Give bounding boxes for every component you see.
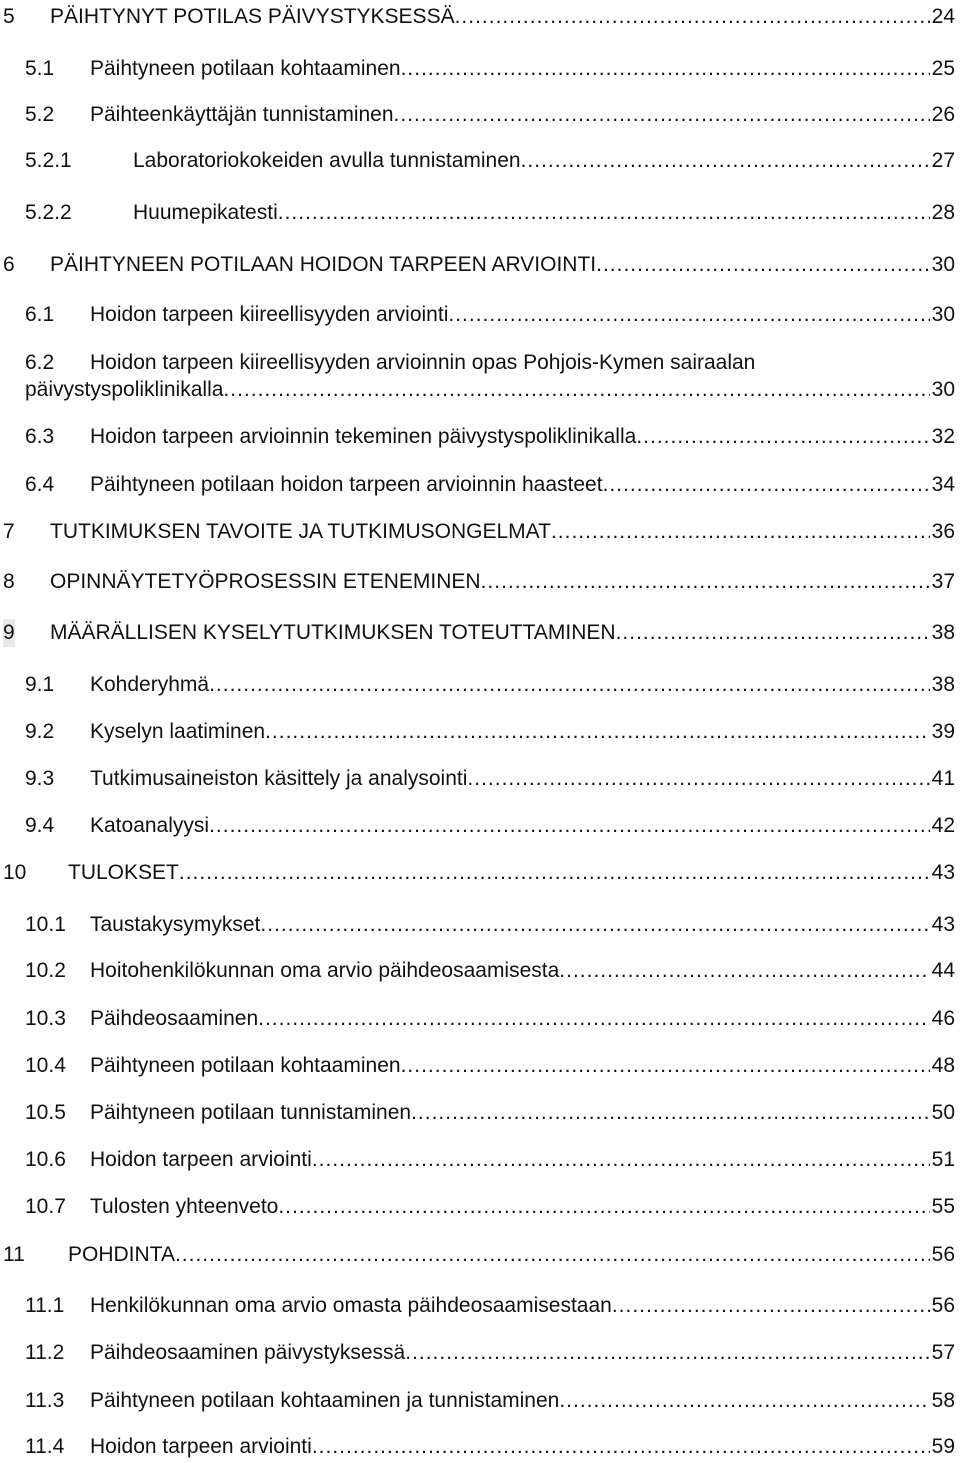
toc-entry[interactable] <box>0 1005 960 1033</box>
toc-entry-page: 57 <box>931 1341 955 1364</box>
toc-entry-page: 44 <box>931 959 955 982</box>
toc-entry-number: 5.2 <box>25 103 55 126</box>
toc-entry-page: 30 <box>931 253 955 276</box>
toc-entry-number: 9 <box>3 619 15 647</box>
toc-entry-page: 51 <box>931 1148 955 1171</box>
toc-entry-number: 10 <box>3 861 27 884</box>
toc-entry-number: 8 <box>3 570 15 593</box>
toc-entry-title: Päihteenkäyttäjän tunnistaminen <box>90 103 394 126</box>
toc-entry-page: 37 <box>931 570 955 593</box>
toc-entry-title: OPINNÄYTETYÖPROSESSIN ETENEMINEN <box>50 570 481 593</box>
toc-entry-page: 46 <box>931 1007 955 1030</box>
toc-entry-page: 56 <box>931 1294 955 1317</box>
toc-entry-number: 9.4 <box>25 814 55 837</box>
dot-leader <box>596 251 930 279</box>
dot-leader <box>616 619 930 647</box>
toc-entry[interactable] <box>0 1146 960 1174</box>
toc-entry-number: 6 <box>3 253 15 276</box>
toc-entry[interactable] <box>0 55 960 83</box>
toc-entry-number: 5.2.1 <box>25 149 72 172</box>
toc-entry[interactable] <box>0 301 960 329</box>
toc-entry-number: 10.4 <box>25 1054 66 1077</box>
toc-entry-number: 11.1 <box>25 1294 65 1317</box>
toc-entry[interactable] <box>0 1339 960 1367</box>
toc-entry-title-continued: päivystyspoliklinikalla <box>25 378 224 401</box>
toc-entry-number: 5.2.2 <box>25 201 72 224</box>
toc-entry-title: Hoidon tarpeen arvioinnin tekeminen päivystyspoliklinikalla <box>90 425 637 448</box>
toc-entry[interactable] <box>0 911 960 939</box>
toc-entry-page: 34 <box>931 473 955 496</box>
toc-entry-number: 11.2 <box>25 1341 65 1364</box>
toc-entry-number: 11.4 <box>25 1435 65 1458</box>
toc-entry[interactable] <box>0 1193 960 1221</box>
toc-entry[interactable] <box>0 859 960 887</box>
toc-entry-page: 27 <box>931 149 955 172</box>
toc-entry-title: Tutkimusaineiston käsittely ja analysointi <box>90 767 468 790</box>
dot-leader <box>467 765 929 793</box>
toc-entry-number: 9.1 <box>25 673 55 696</box>
dot-leader <box>312 1433 930 1461</box>
toc-entry-number: 5.1 <box>25 57 55 80</box>
toc-entry-number: 10.6 <box>25 1148 66 1171</box>
toc-entry-multiline[interactable] <box>0 349 960 377</box>
dot-leader <box>521 147 930 175</box>
dot-leader <box>401 55 930 83</box>
dot-leader <box>559 1387 929 1415</box>
toc-entry-page: 30 <box>931 303 955 326</box>
dot-leader <box>278 199 930 227</box>
toc-entry[interactable] <box>0 619 960 647</box>
dot-leader <box>175 1241 930 1269</box>
dot-leader <box>179 859 930 887</box>
toc-entry-page: 41 <box>931 767 955 790</box>
toc-entry-title: Päihtyneen potilaan hoidon tarpeen arvioinnin haasteet <box>90 473 603 496</box>
toc-entry[interactable] <box>0 1052 960 1080</box>
toc-entry-title: PÄIHTYNEEN POTILAAN HOIDON TARPEEN ARVIOINTI <box>50 253 597 276</box>
toc-entry-page: 43 <box>931 861 955 884</box>
dot-leader <box>265 718 930 746</box>
toc-entry-page: 48 <box>931 1054 955 1077</box>
toc-entry[interactable] <box>0 1433 960 1461</box>
toc-entry[interactable] <box>0 147 960 175</box>
toc-entry-page: 24 <box>931 5 955 28</box>
toc-entry-number: 5 <box>3 5 15 28</box>
toc-entry[interactable] <box>0 471 960 499</box>
dot-leader <box>481 568 930 596</box>
toc-entry-page: 59 <box>931 1435 955 1458</box>
toc-entry-title: Hoidon tarpeen kiireellisyyden arviointi <box>90 303 449 326</box>
toc-entry[interactable] <box>0 765 960 793</box>
toc-entry[interactable] <box>0 101 960 129</box>
toc-entry-number: 6.4 <box>25 473 55 496</box>
dot-leader <box>260 911 929 939</box>
toc-entry-title: TULOKSET <box>68 861 179 884</box>
toc-entry[interactable] <box>0 671 960 699</box>
toc-entry-number: 6.2 <box>25 351 55 374</box>
toc-entry-title: PÄIHTYNYT POTILAS PÄIVYSTYKSESSÄ <box>50 5 455 28</box>
toc-entry[interactable] <box>0 423 960 451</box>
toc-entry-title: Päihtyneen potilaan kohtaaminen ja tunnistaminen <box>90 1389 560 1412</box>
toc-entry-page: 58 <box>931 1389 955 1412</box>
toc-entry-title: MÄÄRÄLLISEN KYSELYTUTKIMUKSEN TOTEUTTAMINEN <box>50 621 616 644</box>
toc-entry-title: Laboratoriokokeiden avulla tunnistaminen <box>133 149 521 172</box>
toc-entry-number: 10.3 <box>25 1007 66 1030</box>
dot-leader <box>258 1005 930 1033</box>
toc-entry-number: 9.2 <box>25 720 55 743</box>
toc-entry-title: Henkilökunnan oma arvio omasta päihdeosaamisestaan <box>90 1294 612 1317</box>
toc-entry-title: Hoidon tarpeen arviointi <box>90 1148 312 1171</box>
toc-entry-title: Hoidon tarpeen kiireellisyyden arvioinnin opas Pohjois-Kymen sairaalan <box>90 351 756 374</box>
dot-leader <box>455 3 930 31</box>
toc-entry-number: 6.1 <box>25 303 55 326</box>
toc-entry[interactable] <box>0 718 960 746</box>
toc-entry-page: 32 <box>931 425 955 448</box>
toc-entry-number: 9.3 <box>25 767 55 790</box>
toc-entry[interactable] <box>0 518 960 546</box>
dot-leader <box>636 423 929 451</box>
toc-entry[interactable] <box>0 957 960 985</box>
toc-entry[interactable] <box>0 199 960 227</box>
dot-leader <box>405 1339 929 1367</box>
toc-entry-page: 26 <box>931 103 955 126</box>
dot-leader <box>559 957 929 985</box>
dot-leader <box>209 812 930 840</box>
toc-entry-number: 11.3 <box>25 1389 65 1412</box>
dot-leader <box>612 1292 930 1320</box>
toc-entry-page: 28 <box>931 201 955 224</box>
toc-entry-page: 38 <box>931 621 955 644</box>
dot-leader <box>411 1099 930 1127</box>
toc-entry[interactable] <box>0 568 960 596</box>
toc-entry-title: TUTKIMUKSEN TAVOITE JA TUTKIMUSONGELMAT <box>50 520 551 543</box>
dot-leader <box>312 1146 930 1174</box>
toc-entry-page: 25 <box>931 57 955 80</box>
dot-leader <box>448 301 929 329</box>
toc-entry-title: Päihdeosaaminen päivystyksessä <box>90 1341 406 1364</box>
toc-entry[interactable] <box>0 1241 960 1269</box>
toc-entry-title: Päihtyneen potilaan kohtaaminen <box>90 57 401 80</box>
dot-leader <box>223 376 929 404</box>
toc-entry-title: Hoidon tarpeen arviointi <box>90 1435 312 1458</box>
toc-entry-page: 56 <box>931 1243 955 1266</box>
toc-entry-title: Tulosten yhteenveto <box>90 1195 279 1218</box>
toc-entry-number: 6.3 <box>25 425 55 448</box>
dot-leader <box>603 471 930 499</box>
dot-leader <box>209 671 930 699</box>
toc-entry-title: Hoitohenkilökunnan oma arvio päihdeosaamisesta <box>90 959 560 982</box>
toc-entry-title: Kyselyn laatiminen <box>90 720 266 743</box>
toc-entry[interactable] <box>0 3 960 31</box>
toc-entry-page: 42 <box>931 814 955 837</box>
toc-entry[interactable] <box>0 1292 960 1320</box>
toc-entry-continuation[interactable] <box>0 376 960 404</box>
toc-entry-title: Päihtyneen potilaan tunnistaminen <box>90 1101 412 1124</box>
toc-entry-title: Päihtyneen potilaan kohtaaminen <box>90 1054 401 1077</box>
toc-entry-page: 50 <box>931 1101 955 1124</box>
toc-entry-page: 43 <box>931 913 955 936</box>
dot-leader <box>278 1193 929 1221</box>
dot-leader <box>394 101 930 129</box>
toc-entry-number: 10.2 <box>25 959 66 982</box>
toc-entry-number: 10.7 <box>25 1195 66 1218</box>
toc-entry-title: POHDINTA <box>68 1243 175 1266</box>
toc-entry-page: 39 <box>931 720 955 743</box>
toc-entry-title: Huumepikatesti <box>133 201 278 224</box>
dot-leader <box>401 1052 930 1080</box>
toc-entry-page: 38 <box>931 673 955 696</box>
toc-entry-title: Päihdeosaaminen <box>90 1007 259 1030</box>
toc-entry-number: 10.1 <box>25 913 66 936</box>
toc-entry[interactable] <box>0 1387 960 1415</box>
toc-entry-page: 30 <box>931 378 955 401</box>
toc-entry-number: 11 <box>3 1243 25 1266</box>
toc-entry-page: 36 <box>931 520 955 543</box>
toc-entry[interactable] <box>0 251 960 279</box>
toc-entry-title: Kohderyhmä <box>90 673 210 696</box>
toc-entry-number: 10.5 <box>25 1101 66 1124</box>
dot-leader <box>551 518 930 546</box>
toc-entry-title: Taustakysymykset <box>90 913 261 936</box>
toc-entry-number: 7 <box>3 520 15 543</box>
toc-entry-page: 55 <box>931 1195 955 1218</box>
toc-entry-title: Katoanalyysi <box>90 814 210 837</box>
toc-entry[interactable] <box>0 812 960 840</box>
toc-entry[interactable] <box>0 1099 960 1127</box>
